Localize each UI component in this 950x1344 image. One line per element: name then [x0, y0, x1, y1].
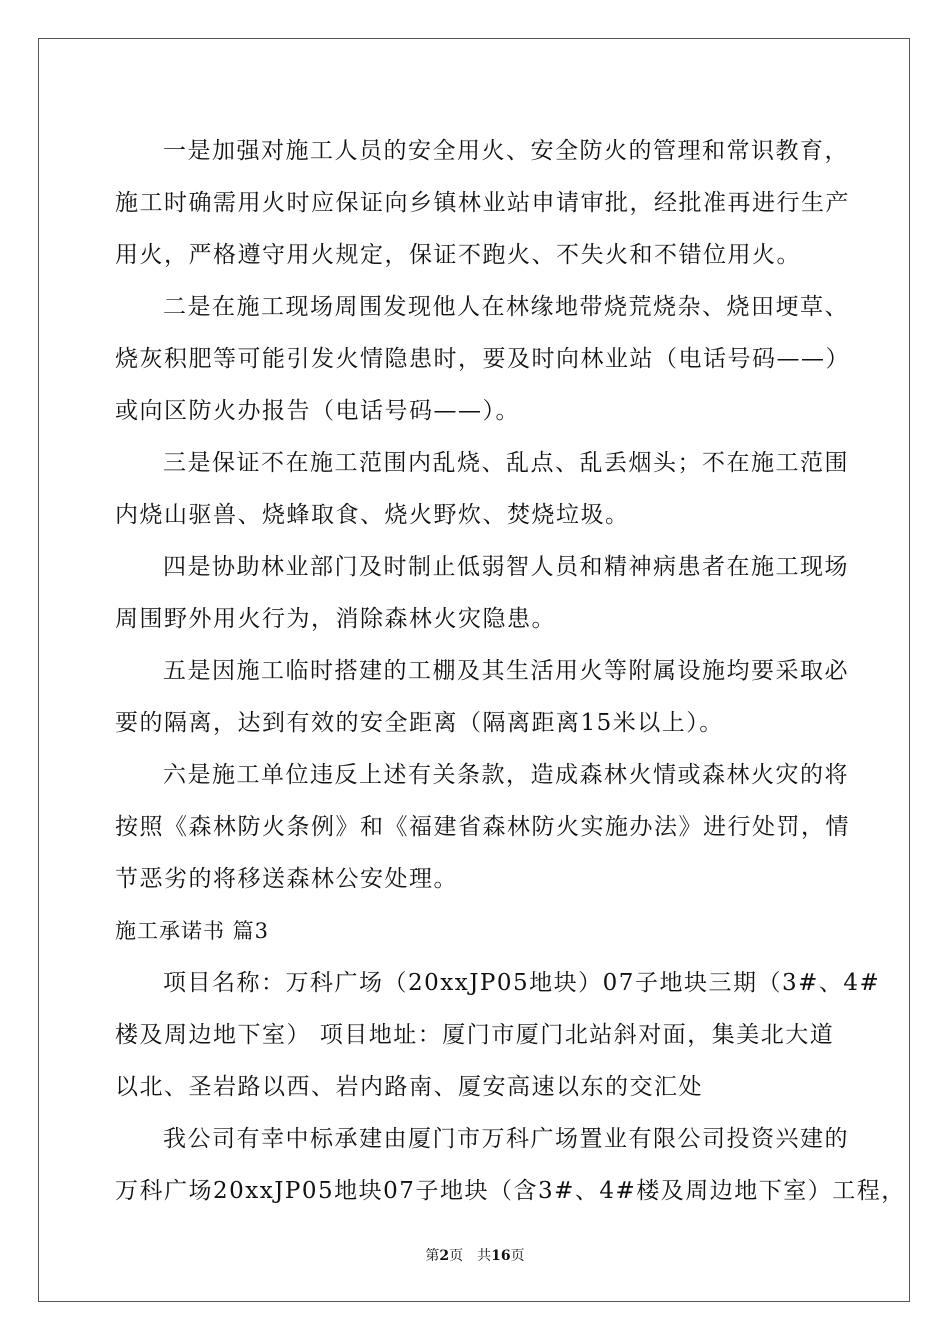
body-line: 楼及周边地下室） 项目地址：厦门市厦门北站斜对面，集美北大道 — [115, 1022, 835, 1048]
body-line: 项目名称：万科广场（20xxJP05地块）07子地块三期（3#、4# — [163, 970, 881, 996]
section-heading: 施工承诺书 篇3 — [115, 919, 270, 943]
body-line: 三是保证不在施工范围内乱烧、乱点、乱丢烟头；不在施工范围 — [163, 450, 849, 476]
body-line: 万科广场20xxJP05地块07子地块（含3#、4#楼及周边地下室）工程， — [115, 1178, 906, 1204]
body-line: 按照《森林防火条例》和《福建省森林防火实施办法》进行处罚，情 — [115, 814, 850, 840]
body-line: 节恶劣的将移送森林公安处理。 — [115, 866, 458, 892]
body-line: 内烧山驱兽、烧蜂取食、烧火野炊、焚烧垃圾。 — [115, 502, 630, 528]
footer-prefix: 第 — [425, 1248, 440, 1264]
footer-suffix: 页 — [510, 1248, 525, 1264]
body-line: 二是在施工现场周围发现他人在林缘地带烧荒烧杂、烧田埂草、 — [163, 294, 849, 320]
body-line: 要的隔离，达到有效的安全距离（隔离距离15米以上）。 — [115, 710, 724, 736]
body-line: 烧灰积肥等可能引发火情隐患时，要及时向林业站（电话号码——） — [115, 346, 850, 372]
body-line: 或向区防火办报告（电话号码——）。 — [115, 398, 520, 424]
body-line: 我公司有幸中标承建由厦门市万科广场置业有限公司投资兴建的 — [163, 1126, 849, 1152]
document-body — [115, 125, 906, 1217]
footer-middle: 页 共 — [449, 1248, 492, 1264]
body-line: 施工时确需用火时应保证向乡镇林业站申请审批，经批准再进行生产 — [115, 190, 850, 216]
footer-current-page: 2 — [439, 1248, 450, 1264]
body-line: 六是施工单位违反上述有关条款，造成森林火情或森林火灾的将 — [163, 762, 849, 788]
body-line: 四是协助林业部门及时制止低弱智人员和精神病患者在施工现场 — [163, 554, 849, 580]
body-line: 以北、圣岩路以西、岩内路南、厦安高速以东的交汇处 — [115, 1074, 703, 1100]
page-footer — [0, 1246, 950, 1266]
body-line: 一是加强对施工人员的安全用火、安全防火的管理和常识教育， — [163, 138, 849, 164]
body-line: 用火，严格遵守用火规定，保证不跑火、不失火和不错位用火。 — [115, 242, 801, 268]
body-line: 五是因施工临时搭建的工棚及其生活用火等附属设施均要采取必 — [163, 658, 849, 684]
footer-total-pages: 16 — [491, 1248, 511, 1264]
body-line: 周围野外用火行为，消除森林火灾隐患。 — [115, 606, 556, 632]
